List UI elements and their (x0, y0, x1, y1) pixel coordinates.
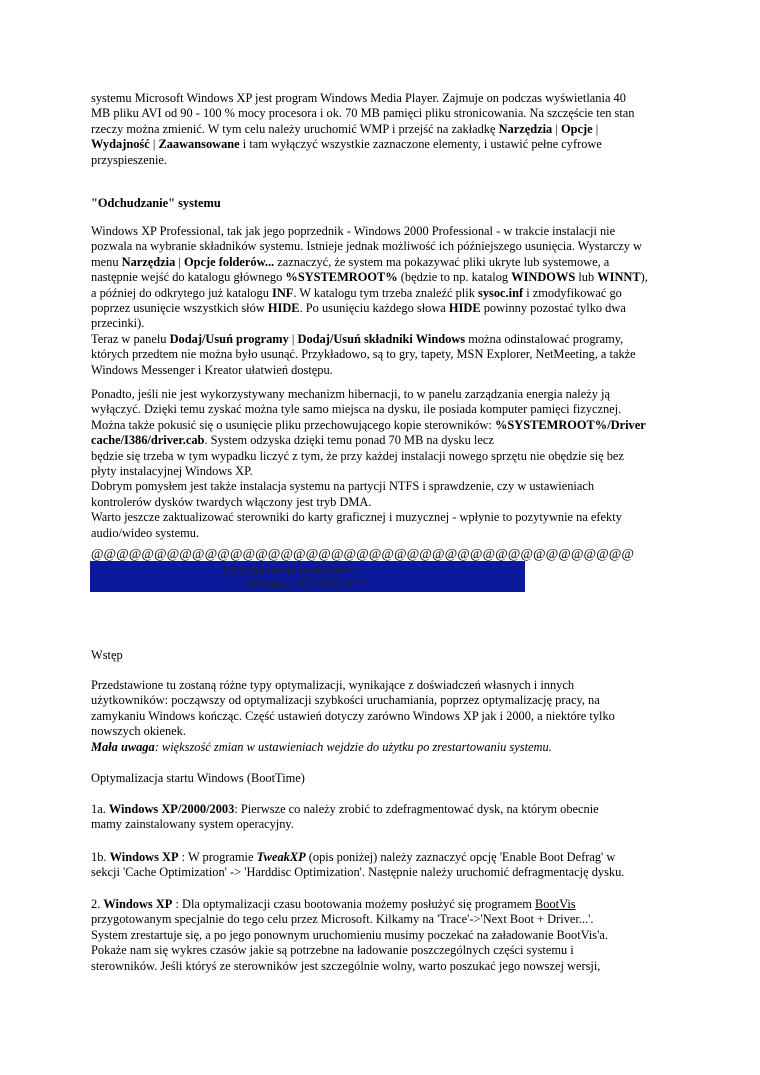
bold-term: Narzędzia (121, 254, 176, 269)
text-line: System zrestartuje się, a po jego ponownym uruchomieniu musimy poczekać na załadowanie BootVis'a. (91, 927, 608, 942)
intro-line: systemu Microsoft Windows XP jest program Windows Media Player. Zajmuje on podczas wyświetlania 40 (91, 91, 626, 105)
text-line: zamykaniu Windows kończąc. Część ustawień dotyczy zarówno Windows XP jak i 2000, a niektóre tylko (91, 708, 615, 723)
banner-subtitle-line: Windows XP/2000/2003 (246, 577, 369, 591)
bold-term: %SYSTEMROOT%/Driver (494, 417, 646, 432)
tip-number: 1a. (91, 802, 109, 816)
bootvis-link[interactable]: BootVis (535, 897, 576, 911)
bold-term: Windows XP (103, 897, 173, 911)
text-line: : Pierwsze co należy zrobić to zdefragmentować dysk, na którym obecnie (234, 802, 599, 816)
tip-1b (91, 850, 681, 881)
bold-term: cache/I386/driver.cab (91, 433, 205, 448)
bold-term: sysoc.inf (478, 285, 524, 300)
menu-zaawansowane: Zaawansowane (158, 137, 240, 152)
separator-pipe: | (175, 254, 184, 269)
text-line: użytkowników: począwszy od optymalizacji szybkości uruchamiania, poprzez optymalizację pracy, na (91, 693, 600, 708)
text-line: przecinki). (91, 316, 145, 331)
intro-line: przyspieszenie. (91, 152, 168, 167)
tweakxp-term: TweakXP (256, 850, 306, 864)
text-line: powinny pozostać tylko dwa (480, 301, 626, 316)
banner-title-line: Optymalizacja wydajności (223, 563, 356, 577)
text-line: lub (575, 270, 598, 285)
text-line: a później do odkrytego już katalogu (91, 285, 272, 300)
text-line: kontrolerów dysków twardych włączony jest tryb DMA. (91, 494, 372, 509)
text-line: nowszych okienek. (91, 724, 186, 739)
text-line: poprzez usunięcie wszystkich słów (91, 301, 268, 316)
text-line: sterowników. Jeśli któryś ze sterowników jest szczególnie wolny, warto poszukać jego nowszej wersji, (91, 958, 601, 973)
text-line: (opis poniżej) należy zaznaczyć opcję 'Enable Boot Defrag' w (305, 850, 616, 864)
bold-term: %SYSTEMROOT% (285, 270, 398, 285)
intro-paragraph (91, 91, 681, 168)
text-line: mamy zainstalowany system operacyjny. (91, 817, 294, 832)
title-banner (90, 561, 525, 592)
menu-narzedzia: Narzędzia (498, 121, 553, 136)
text-line: menu (91, 254, 122, 269)
text-line: i zmodyfikować go (523, 285, 622, 300)
bold-term: Dodaj/Usuń składniki Windows (297, 331, 466, 346)
bold-term: Opcje folderów... (184, 254, 275, 269)
at-sign-separator: @@@@@@@@@@@@@@@@@@@@@@@@@@@@@@@@@@@@@@@@@@@ (91, 546, 635, 561)
text-line: Teraz w panelu (91, 331, 170, 346)
text-line: (będzie to np. katalog (397, 270, 512, 285)
text-line: : W programie (178, 850, 257, 864)
wstep-paragraph (91, 678, 681, 755)
banner-title (90, 563, 525, 591)
separator-pipe: | (149, 137, 159, 152)
text-line: Ponadto, jeśli nie jest wykorzystywany mechanizm hibernacji, to w panelu zarządzania energia należy ją (91, 387, 610, 401)
section-heading-wstep: Wstęp (91, 648, 123, 662)
text-line: . W katalogu tym trzeba znaleźć plik (293, 285, 478, 300)
bold-term: Dodaj/Usuń programy (169, 331, 289, 346)
section-heading-odchudzanie: "Odchudzanie" systemu (91, 196, 221, 210)
bold-term: Windows XP/2000/2003 (108, 802, 235, 816)
section-heading-boottime: Optymalizacja startu Windows (BootTime) (91, 771, 305, 785)
bold-term: WINDOWS (511, 270, 576, 285)
bold-term: WINNT (597, 270, 641, 285)
separator-pipe: | (592, 121, 599, 136)
text-line: . System odzyska dzięki temu ponad 70 MB na dysku lecz (204, 433, 494, 448)
text-line: ), (640, 270, 648, 285)
tip-number: 2. (91, 897, 104, 911)
note-label: Mała uwaga (91, 739, 155, 754)
text-line: płyty instalacyjnej Windows XP. (91, 464, 253, 479)
text-line: Windows Messenger i Kreator ułatwień dostępu. (91, 362, 333, 377)
tip-number: 1b. (91, 850, 110, 864)
text-line: następnie wejść do katalogu głównego (91, 270, 286, 285)
text-line: Warto jeszcze zaktualizować sterowniki do karty graficznej i muzycznej - wpłynie to pozytywnie na efekty (91, 510, 622, 525)
menu-wydajnosc: Wydajność (91, 137, 150, 152)
text-line: Dobrym pomysłem jest także instalacja systemu na partycji NTFS i sprawdzenie, czy w ustawieniach (91, 479, 595, 494)
bold-term: HIDE (267, 301, 300, 316)
text-line: można odinstalować programy, (465, 331, 624, 346)
text-line: których przedtem nie można było usunąć. Przykładowo, są to gry, tapety, MSN Explorer, NetMeeting, a także (91, 347, 636, 362)
menu-opcje: Opcje (560, 121, 593, 136)
intro-line: i tam wyłączyć wszystkie zaznaczone elementy, i ustawić pełne cyfrowe (239, 137, 602, 152)
separator-pipe: | (552, 121, 561, 136)
text-line: . Po usunięciu każdego słowa (299, 301, 449, 316)
bold-term: HIDE (448, 301, 481, 316)
text-line: przygotowanym specjalnie do tego celu przez Microsoft. Kilkamy na 'Trace'->'Next Boot + Driver...'. (91, 912, 594, 927)
text-line: będzie się trzeba w tym wypadku liczyć z tym, że przy każdej instalacji nowego sprzętu nie obędzie się bez (91, 448, 624, 463)
text-line: : Dla optymalizacji czasu bootowania możemy posłużyć się programem (172, 897, 536, 911)
ponadto-paragraph (91, 387, 681, 541)
text-line: Przedstawione tu zostaną różne typy optymalizacji, wynikające z doświadczeń własnych i innych (91, 678, 575, 692)
intro-line: MB pliku AVI od 90 - 100 % mocy procesora i ok. 70 MB pamięci pliku stronicowania. Na szczęście ten stan (91, 106, 635, 121)
text-line: audio/wideo systemu. (91, 525, 200, 540)
intro-line: rzeczy można zmienić. W tym celu należy uruchomić WMP i przejść na zakładkę (91, 121, 499, 136)
text-line: sekcji 'Cache Optimization' -> 'Harddisc Optimization'. Następnie należy uruchomić defragmentację dysku. (91, 865, 625, 880)
odchudzanie-paragraph (91, 224, 681, 378)
bold-term: Windows XP (109, 850, 179, 864)
tip-1a (91, 802, 681, 833)
note-text: : większość zmian w ustawieniach wejdzie do użytku po zrestartowaniu systemu. (154, 739, 552, 754)
bold-term: INF (272, 285, 294, 300)
text-line: Można także pokusić się o usunięcie pliku przechowującego kopie sterowników: (91, 417, 495, 432)
separator-pipe: | (288, 331, 298, 346)
tip-2 (91, 897, 681, 974)
text-line: zaznaczyć, że system ma pokazywać pliki ukryte lub systemowe, a (274, 254, 610, 269)
text-line: Windows XP Professional, tak jak jego poprzednik - Windows 2000 Professional - w trakcie instalacji nie (91, 224, 616, 238)
text-line: wyłączyć. Dzięki temu zyskać można tyle samo miejsca na dysku, ile posiada komputer pamięci fizycznej. (91, 402, 622, 417)
text-line: Pokaże nam się wykres czasów jakie są potrzebne na ładowanie poszczególnych części systemu i (91, 943, 574, 958)
text-line: pozwala na wybranie składników systemu. Istnieje jednak możliwość ich późniejszego usunięcia. Wystarczy w (91, 239, 642, 254)
